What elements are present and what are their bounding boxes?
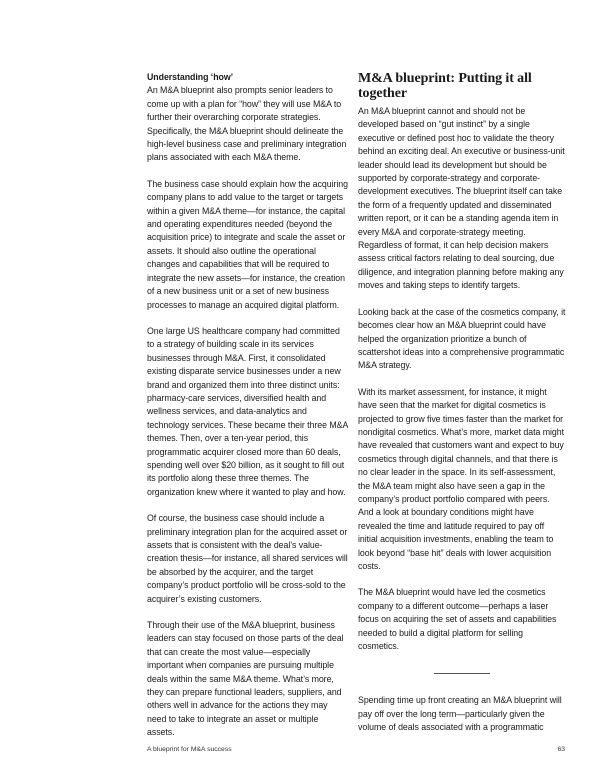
paragraph: Of course, the business case should include a preliminary integration plan for the acquired asset or assets that is consistent with the deal’s value-creation thesis—for instance, all shared services will be absorbed by the acquirer, and the target company’s product portfolio will be cross-sold to the acquirer’s existing customers.	[147, 513, 348, 604]
page-footer	[147, 746, 565, 753]
paragraph: Through their use of the M&A blueprint, business leaders can stay focused on those parts of the deal that can create the most value—especially important when companies are pursuing multiple deals within the same M&A theme. What’s more, they can prepare functional leaders, suppliers, and others well in advance for the actions they may need to take to integrate an asset or multiple assets.	[147, 620, 344, 738]
paragraph: Looking back at the case of the cosmetics company, it becomes clear how an M&A blueprint could have helped the organization prioritize a bunch of scattershot ideas into a comprehensive programmatic M&A strategy.	[358, 306, 566, 371]
paragraph: An M&A blueprint cannot and should not be developed based on “gut instinct” by a single executive or defined post hoc to validate the theory behind an exciting deal. An executive or business-unit leader should lead its development but should be supported by corporate-strategy and corporate-development executives. The blueprint itself can take the form of a frequently updated and disseminated written report, or it can be a standing agenda item in every M&A and corporate-strategy meeting. Regardless of format, it can help decision makers assess critical factors relating to deal sourcing, due diligence, and integration planning before making any moves and taking steps to identify targets.	[358, 106, 565, 291]
closing-paragraph: Spending time up front creating an M&A blueprint will pay off over the long term—particularly given the volume of deals associated with a programmatic	[358, 695, 562, 733]
paragraph: The M&A blueprint would have led the cosmetics company to a different outcome—perhaps a laser focus on acquiring the set of assets and capabilities needed to build a digital platform for selling cosmetics.	[358, 587, 557, 652]
section-title: M&A blueprint: Putting it all together	[358, 71, 532, 101]
paragraph: One large US healthcare company had committed to a strategy of building scale in its services businesses through M&A. First, it consolidated existing disparate service businesses under a new brand and organized them into three distinct units: pharmacy-care services, diversified health and wellness services, and data-analytics and technology services. These became their three M&A themes. Then, over a ten-year period, this programmatic acquirer closed more than 60 deals, spending well over $20 billion, as it sought to fill out its portfolio along these three themes. The organization knew where it wanted to play and how.	[147, 325, 348, 497]
left-column	[147, 71, 348, 740]
footer-page-number: 63	[557, 746, 565, 753]
paragraph: With its market assessment, for instance, it might have seen that the market for digital cosmetics is projected to grow five times faster than the market for nondigital cosmetics. What’s more, market data might have revealed that customers want and expect to buy cosmetics through digital channels, and that there is no clear leader in the space. In its self-assessment, the M&A team might also have seen a gap in the company’s product portfolio compared with peers. And a look at boundary conditions might have revealed the time and latitude required to pay off initial acquisition investments, enabling the team to look beyond “base hit” deals with lower acquisition costs.	[358, 386, 565, 571]
two-column-layout	[147, 71, 566, 740]
paragraph: The business case should explain how the acquiring company plans to add value to the target or targets within a given M&A theme—for instance, the capital and operating expenditures needed (beyond the acquisition price) to integrate and scale the asset or assets. It should also outline the operational changes and capabilities that will be required to integrate the new assets—for instance, the creation of a new business unit or a set of new business processes to manage an acquired digital platform.	[147, 178, 348, 310]
footer-running-title: A blueprint for M&A success	[147, 746, 232, 753]
paragraph: An M&A blueprint also prompts senior leaders to come up with a plan for “how” they will use M&A to further their overarching corporate strategies. Specifically, the M&A blueprint should delineate the high-level business case and preliminary integration plans associated with each M&A theme.	[147, 85, 347, 163]
right-column	[358, 71, 566, 740]
left-column-heading: Understanding ‘how’	[147, 72, 234, 82]
section-divider	[434, 673, 490, 674]
